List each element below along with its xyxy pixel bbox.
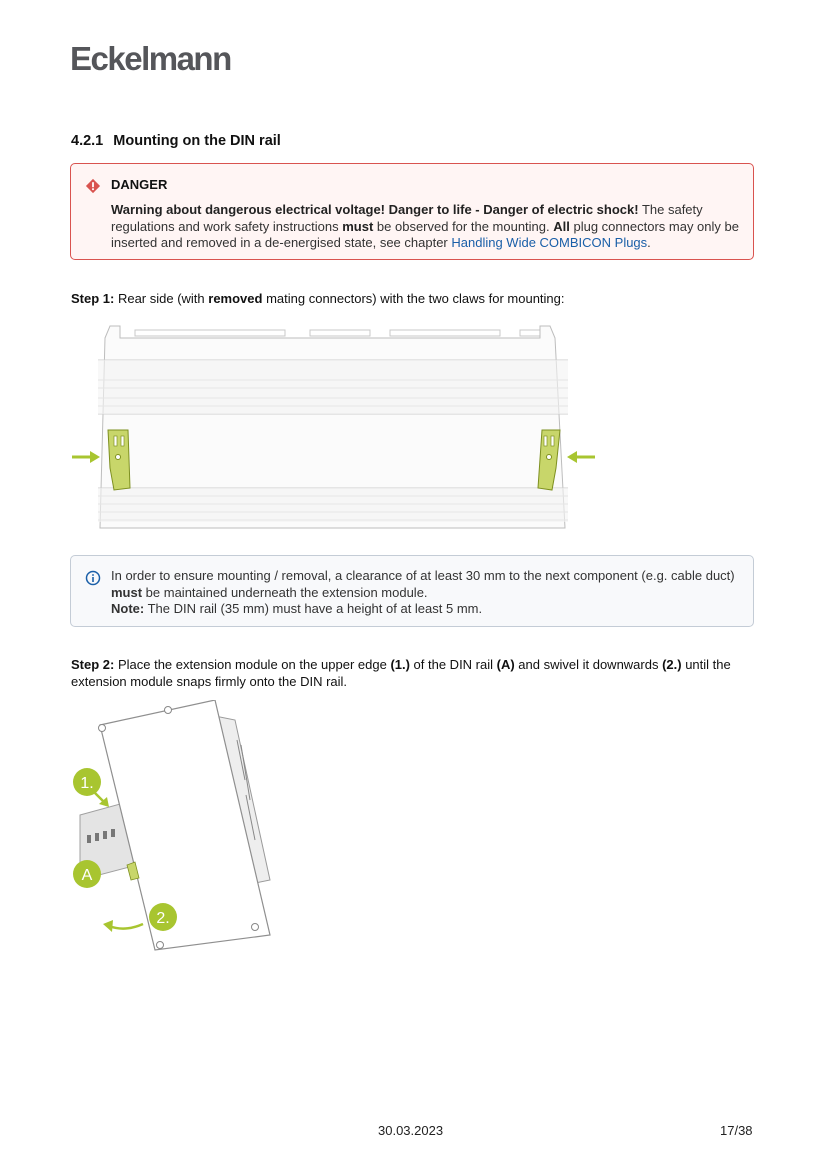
step-2-text: Step 2: Place the extension module on the upper edge (1.) of the DIN rail (A) and swivel it downwards (2.) until the extension module snaps firmly onto the DIN rail.: [71, 657, 731, 689]
din-rail-mounting-figure: [65, 700, 295, 960]
danger-message: Warning about dangerous electrical voltage! Danger to life - Danger of electric shock! The safety regulations and work safety instructions must be observed for the mounting. All plug connectors may only be inserted and removed in a de-energised state, see chapter Handling Wide COMBICON Plugs.: [111, 202, 739, 250]
step-label-1: 1.: [80, 775, 94, 792]
info-message: In order to ensure mounting / removal, a clearance of at least 30 mm to the next component (e.g. cable duct) must be maintained underneath the extension module. Note: The DIN rail (35 mm) must have a height of at least 5 mm.: [111, 568, 735, 616]
danger-title: DANGER: [111, 177, 168, 192]
right-arrow-icon: [567, 451, 595, 463]
chapter-link[interactable]: Handling Wide COMBICON Plugs: [451, 235, 648, 250]
warning-icon: [85, 178, 101, 194]
step-1-text: Step 1: Rear side (with removed mating connectors) with the two claws for mounting:: [71, 291, 565, 306]
left-arrow-icon: [72, 451, 100, 463]
section-number: 4.2.1: [71, 133, 104, 149]
footer-date: 30.03.2023: [378, 1123, 444, 1138]
section-heading: [71, 133, 281, 149]
step-label-2: 2.: [156, 910, 170, 927]
page-number: 17/38: [720, 1123, 753, 1138]
info-callout: [70, 555, 754, 627]
info-icon: [85, 570, 101, 586]
rail-label-a: A: [81, 867, 93, 884]
section-title: Mounting on the DIN rail: [113, 133, 281, 149]
rear-side-figure: [60, 318, 620, 533]
danger-callout: [70, 163, 754, 260]
company-logo: Eckelmann: [70, 40, 231, 77]
